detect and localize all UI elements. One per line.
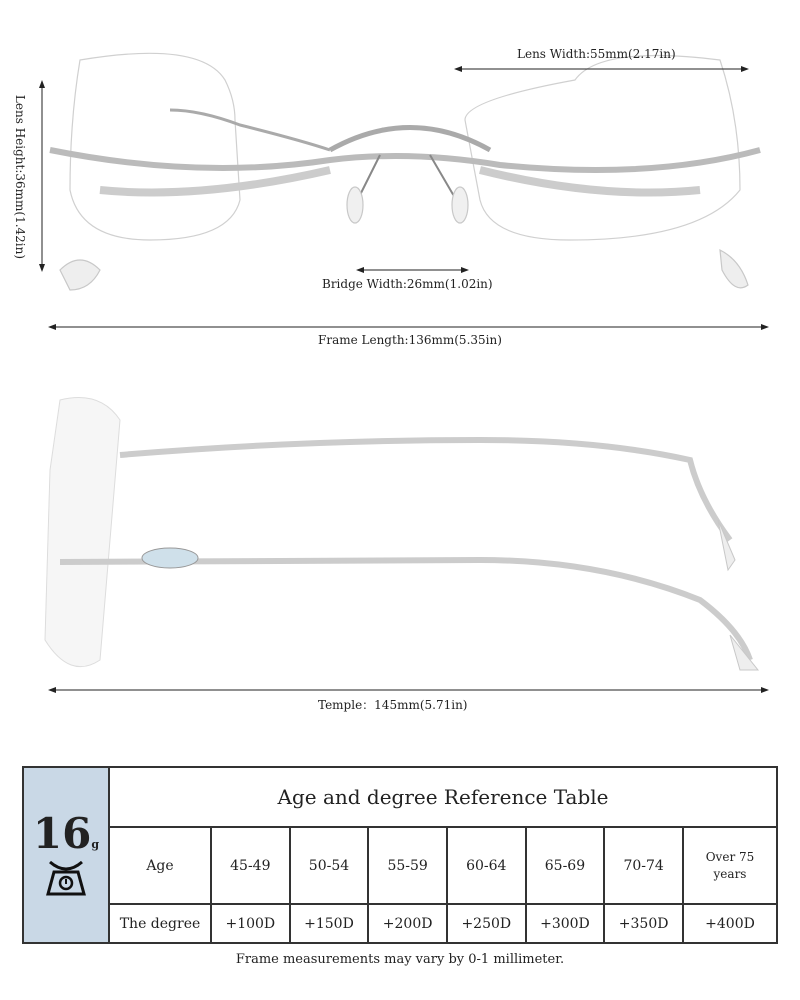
degree-cell: +400D (683, 904, 777, 943)
degree-cell: +350D (604, 904, 683, 943)
table-title: Age and degree Reference Table (109, 767, 777, 827)
age-cell: 50-54 (290, 827, 369, 904)
table-row-age (23, 827, 777, 904)
lens-height-label: Lens Height:36mm(1.42in) (13, 94, 28, 260)
table-row-degree (23, 904, 777, 943)
front-view-glasses (50, 53, 760, 290)
age-degree-reference-table (22, 766, 778, 944)
lens-width-label: Lens Width:55mm(2.17in) (517, 47, 676, 61)
degree-cell: +100D (211, 904, 290, 943)
age-cell: Over 75 years (683, 827, 777, 904)
side-view-glasses (45, 398, 758, 671)
age-header: Age (109, 827, 211, 904)
age-cell: 60-64 (447, 827, 526, 904)
temple-length-label: Temple：145mm(5.71in) (318, 698, 468, 712)
weight-value: 16 (32, 808, 92, 858)
weight-cell (23, 767, 109, 943)
age-cell: 65-69 (526, 827, 605, 904)
degree-cell: +300D (526, 904, 605, 943)
frame-length-label: Frame Length:136mm(5.35in) (318, 333, 502, 347)
weight-unit: g (91, 837, 100, 851)
bridge-width-label: Bridge Width:26mm(1.02in) (322, 277, 493, 291)
degree-cell: +150D (290, 904, 369, 943)
degree-cell: +250D (447, 904, 526, 943)
footer-note: Frame measurements may vary by 0-1 millimeter. (235, 952, 565, 967)
degree-header: The degree (109, 904, 211, 943)
scale-icon (44, 858, 88, 898)
age-cell: 70-74 (604, 827, 683, 904)
age-cell: 55-59 (368, 827, 447, 904)
degree-cell: +200D (368, 904, 447, 943)
age-cell: 45-49 (211, 827, 290, 904)
